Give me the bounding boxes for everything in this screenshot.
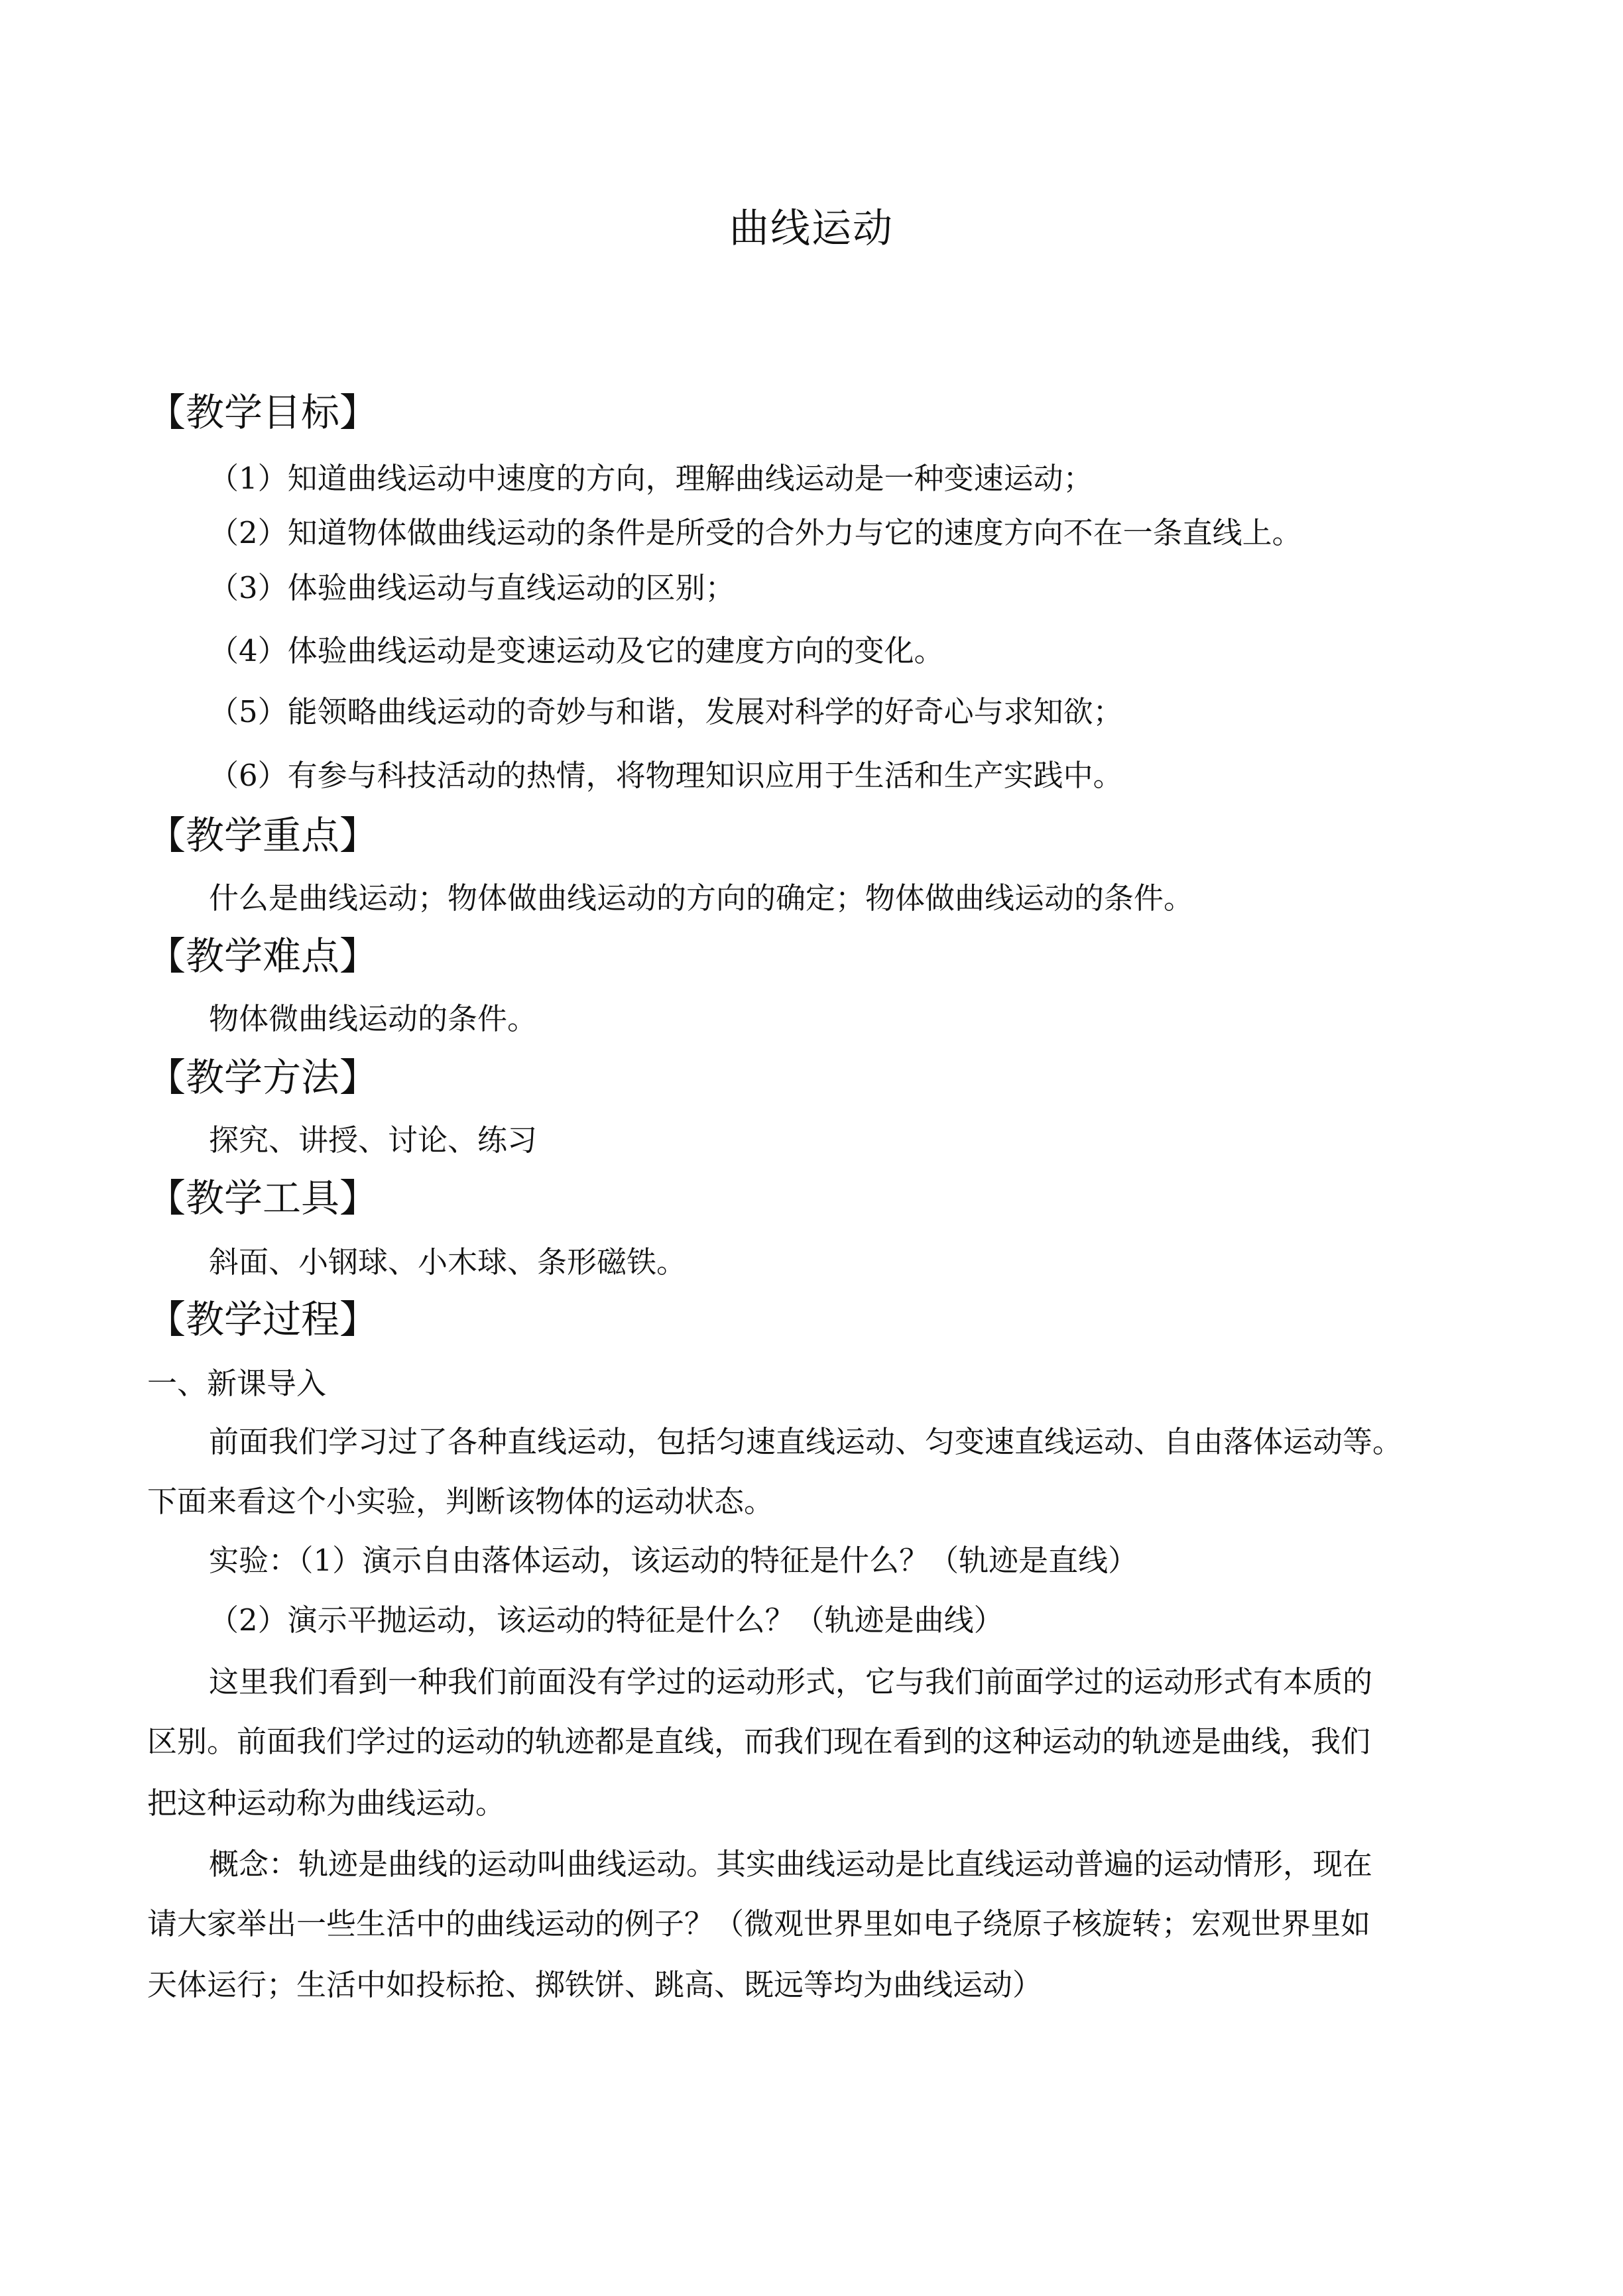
section-heading-process: 【教学过程】 — [147, 1297, 379, 1342]
section-heading-methods: 【教学方法】 — [147, 1055, 379, 1100]
methods-text: 探究、讲授、讨论、练习 — [209, 1122, 538, 1158]
goal-item-4: （4）体验曲线运动是变速运动及它的建度方向的变化。 — [209, 633, 944, 668]
paragraph-1-line-1: 前面我们学习过了各种直线运动，包括匀速直线运动、匀变速直线运动、自由落体运动等。 — [209, 1424, 1403, 1459]
process-subheading: 一、新课导入 — [147, 1366, 327, 1401]
tools-text: 斜面、小钢球、小木球、条形磁铁。 — [209, 1244, 687, 1280]
goal-item-6: （6）有参与科技活动的热情，将物理知识应用于生活和生产实践中。 — [209, 758, 1123, 793]
goal-item-5: （5）能领略曲线运动的奇妙与和谐，发展对科学的好奇心与求知欲； — [209, 694, 1123, 729]
section-heading-goals: 【教学目标】 — [147, 390, 379, 435]
section-heading-difficulties: 【教学难点】 — [147, 934, 379, 979]
paragraph-3-line-1: 概念：轨迹是曲线的运动叫曲线运动。其实曲线运动是比直线运动普遍的运动情形，现在 — [209, 1846, 1373, 1882]
section-heading-key-points: 【教学重点】 — [147, 813, 379, 858]
difficulties-text: 物体微曲线运动的条件。 — [209, 1001, 538, 1036]
section-heading-tools: 【教学工具】 — [147, 1176, 379, 1221]
paragraph-2-line-3: 把这种运动称为曲线运动。 — [147, 1785, 506, 1821]
goal-item-3: （3）体验曲线运动与直线运动的区别； — [209, 570, 735, 605]
key-points-text: 什么是曲线运动；物体做曲线运动的方向的确定；物体做曲线运动的条件。 — [209, 880, 1194, 916]
goal-item-2: （2）知道物体做曲线运动的条件是所受的合外力与它的速度方向不在一条直线上。 — [209, 515, 1302, 550]
goal-item-1: （1）知道曲线运动中速度的方向，理解曲线运动是一种变速运动； — [209, 461, 1093, 496]
paragraph-1-line-2: 下面来看这个小实验，判断该物体的运动状态。 — [147, 1484, 774, 1519]
experiment-1: 实验：（1）演示自由落体运动，该运动的特征是什么？（轨迹是直线） — [209, 1543, 1138, 1578]
paragraph-2-line-2: 区别。前面我们学过的运动的轨迹都是直线，而我们现在看到的这种运动的轨迹是曲线，我们 — [147, 1724, 1371, 1759]
paragraph-3-line-2: 请大家举出一些生活中的曲线运动的例子？（微观世界里如电子绕原子核旋转；宏观世界里如 — [147, 1906, 1371, 1941]
page-title: 曲线运动 — [729, 206, 894, 252]
experiment-2: （2）演示平抛运动，该运动的特征是什么？（轨迹是曲线） — [209, 1602, 1004, 1638]
paragraph-3-line-3: 天体运行；生活中如投标抢、掷铁饼、跳高、既远等均为曲线运动） — [147, 1967, 1043, 2002]
paragraph-2-line-1: 这里我们看到一种我们前面没有学过的运动形式，它与我们前面学过的运动形式有本质的 — [209, 1664, 1373, 1699]
